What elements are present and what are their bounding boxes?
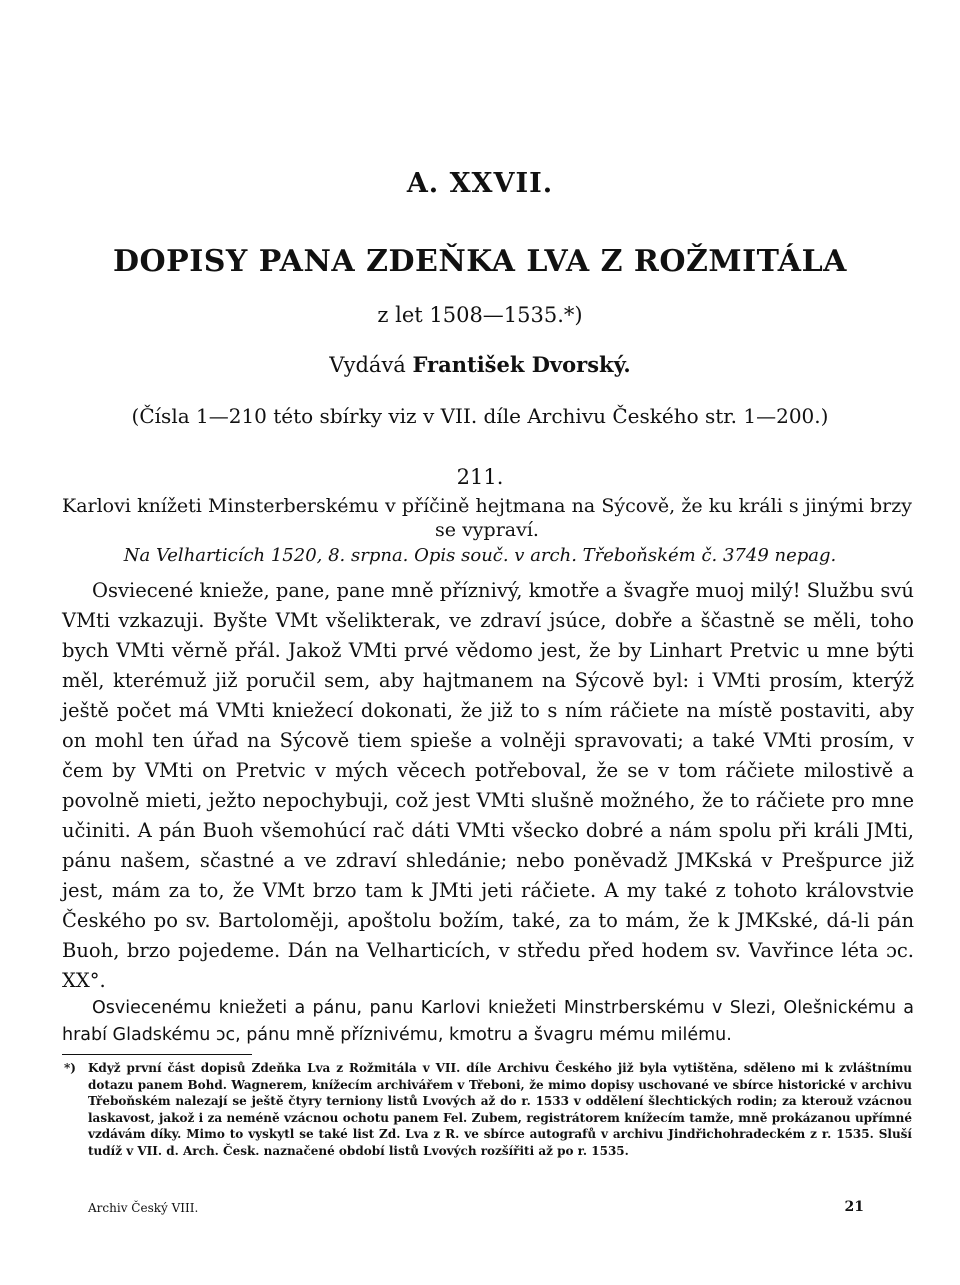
letter-summary: Karlovi knížeti Minsterberskému v příčině hejtmana na Sýcově, že ku králi s jinými brzy se vypraví.: [62, 495, 912, 541]
letter-body-paragraph: Osviecené knieže, pane, pane mně příznivý, kmotře a švagře muoj milý! Službu svú VMti vzkazuji. Byšte VMt všelikterak, ve zdraví jsúce, dobře a ščastně se měli, toho bych VMti věrně přál. Jakož VMti prvé vědomo jest, že by Linhart Pretvic u mne býti měl, kterémuž již poručil sem, aby hajtmanem na Sýcově byl: i VMti prosím, kterýž ještě počet má VMti kniežecí dokonati, že již to s ním ráčiete na místě postaviti, aby on mohl ten úřad na Sýcově tiem spieše a volněji spravovati; a také VMti prosím, v čem by VMti on Pretvic v mých věcech potřeboval, že se v tom ráčiete milostivě a povolně mieti, ježto nepochybuji, což jest VMti slušně možného, že to ráčiete pro mne učiniti. A pán Buoh všemohúcí rač dáti VMti všecko dobré a nám spolu při králi JMti, pánu našem, sčastné a ve zdraví shledánie; nebo poněvadž JMKská v Prešpurce již jest, mám za to, že VMt brzo tam k JMti jeti ráčiete. A my také z tohoto královstvie Českého po sv. Bartoloměji, apoštolu božím, také, za to mám, že k JMKské, dá-li pán Buoh, brzo pojedeme. Dán na Velharticích, v středu před hodem sv. Vavřince léta ɔc. XX°.: [62, 579, 914, 992]
page-number: 21: [844, 1199, 864, 1215]
footnote-divider: [62, 1054, 252, 1055]
editor-name: František Dvorský.: [412, 352, 631, 377]
page-title: DOPISY PANA ZDEŇKA LVA Z ROŽMITÁLA: [113, 244, 847, 279]
letter-number: 211.: [456, 465, 504, 489]
footnote: [64, 1060, 912, 1159]
letter-body: [62, 576, 914, 996]
footnote-mark: *): [64, 1061, 76, 1075]
date-range: z let 1508—1535.*): [377, 303, 583, 327]
editor-line: [0, 352, 960, 377]
letter-source: Na Velharticích 1520, 8. srpna. Opis souč. v arch. Třeboňském č. 3749 nepag.: [123, 545, 837, 566]
letter-address: Osviecenému kniežeti a pánu, panu Karlovi kniežeti Minstrberskému v Slezi, Olešnickému a hrabí Gladskému ɔc, pánu mně příznivému, kmotru a švagru mému milému.: [62, 998, 914, 1045]
editor-prefix: Vydává: [329, 353, 406, 377]
numbering-note: (Čísla 1—210 této sbírky viz v VII. díle Archivu Českého str. 1—200.): [131, 404, 829, 428]
series-heading: A. XXVII.: [406, 168, 554, 199]
footer-source: Archiv Český VIII.: [88, 1201, 199, 1215]
footnote-text: Když první část dopisů Zdeňka Lva z Rožmitála v VII. díle Archivu Českého již byla vytištěna, sděleno mi k zvláštnímu dotazu panem Bohd. Wagnerem, knížecím archivářem v Třeboni, že mimo dopisy uschované ve sbírce historické v archivu Třeboňském nalezají se ještě čtyry terniony listů Lvových až do r. 1533 v oddělení šlechtických rodin; za kterouž vzácnou laskavost, jakož i za neméně vzácnou ochotu panem Fel. Zubem, registrátorem knížecím tamže, mně prokázanou upřímné vzdávám díky. Mimo to vyskytl se také list Zd. Lva z R. ve sbírce autografů v archivu Jindřichohradeckém z r. 1535. Sluší tudíž v VII. d. Arch. Česk. naznačené období listů Lvových rozšířiti až po r. 1535.: [88, 1061, 912, 1158]
